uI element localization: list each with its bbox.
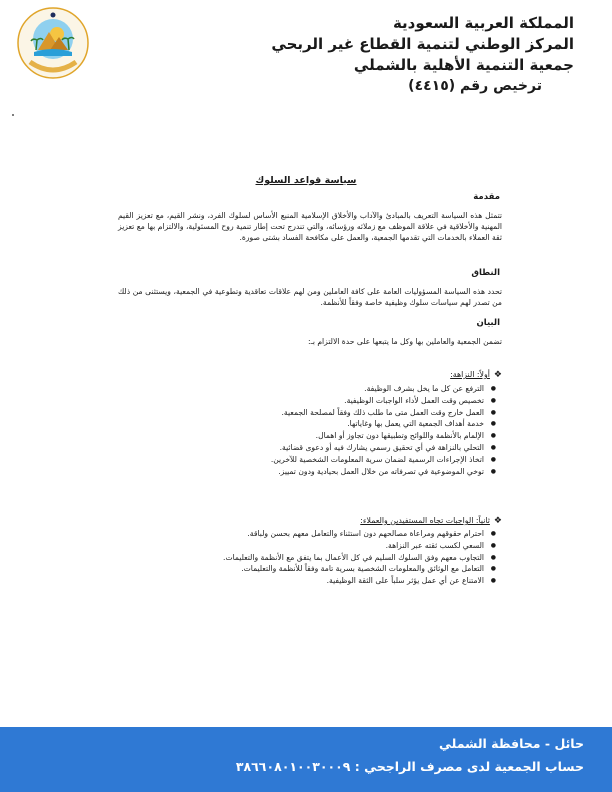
list-item: ● العمل خارج وقت العمل متى ما طلب ذلك وفقاً لمصلحة الجمعية. [271,407,496,419]
list-item: ● الإلمام بالأنظمة واللوائح وتطبيقها دون تجاوز أو اهمال. [271,430,496,442]
header-center: المركز الوطني لتنمية القطاع غير الربحي [271,35,574,53]
list-item: ● التجاوب معهم وفق السلوك السليم في كل الأعمال بما يتفق مع الأنظمة والتعليمات. [223,552,496,564]
intro-text: تتمثل هذه السياسة التعريف بالمبادئ والآداب والأخلاق الإسلامية المنبع الأساس لسلوك الفرد، ونشر القيم، مع تعزيز القيم المهنية والأخلاقية في علاقة الموظف مع زملائه ورؤسائه، والتي تندرج تحت إطار تنمية روح المسئولية، والالتزام بها مع تعزيز ثقة العملاء بالخدمات التي تقدمها الجمعية، والعمل على مكافحة الفساد بشتى صورة. [118,211,502,242]
statement-text: تضمن الجمعية والعاملين بها وكل ما يتبعها على حدة الالتزام بـ: [308,337,502,346]
list-item: ● التحلي بالنزاهة في أي تحقيق رسمي يشارك فيه أو دعوى قضائية. [271,442,496,454]
footer-bank-account: حساب الجمعية لدى مصرف الراجحي : ٣٨٦٦٠٨٠١٠٠٣٠٠٠٩ [235,759,584,774]
header-license: ترخيص رقم (٤٤١٥) [408,78,542,94]
document-title: سياسة قواعد السلوك [255,175,357,186]
statement-heading: البيان [476,318,500,328]
section2-list [223,528,496,587]
list-item: ● التعامل مع الوثائق والمعلومات الشخصية بسرية تامة وفقاً للأنظمة والتعليمات. [223,563,496,575]
list-item: ● احترام حقوقهم ومراعاة مصالحهم دون استثناء والتعامل معهم بحسن ولباقة. [223,528,496,540]
star-bullet-icon: ❖ [493,516,502,526]
list-item: ● الامتناع عن أي عمل يؤثر سلباً على الثقة الوظيفية. [223,575,496,587]
header-association: جمعية التنمية الأهلية بالشملي [353,56,574,74]
header-country: المملكة العربية السعودية [392,14,574,32]
list-item: ● الترفع عن كل ما يخل بشرف الوظيفة. [271,383,496,395]
section2-heading: ❖ثانياً: الواجبات تجاه المستفيدين والعملاء: [360,516,502,526]
section1-heading: ❖أولاً: النزاهة: [450,370,502,380]
list-item: ● تخصيص وقت العمل لأداء الواجبات الوظيفية. [271,395,496,407]
list-item: ● خدمة أهداف الجمعية التي يعمل بها وغاياتها. [271,418,496,430]
star-bullet-icon: ❖ [493,370,502,380]
list-item: ● توخي الموضوعية في تصرفاته من خلال العمل بحيادية ودون تمييز. [271,466,496,478]
intro-heading: مقدمة [473,192,500,202]
list-item: ● اتخاذ الإجراءات الرسمية لضمان سرية المعلومات الشخصية للآخرين. [271,454,496,466]
list-item: ● السعي لكسب ثقته عبر النزاهة. [223,540,496,552]
scope-text: تحدد هذه السياسة المسؤوليات العامة على كافة العاملين ومن لهم علاقات تعاقدية وتطوعية في الجمعية، ويستثنى من ذلك من تصدر لهم سياسات سلوك وظيفية خاصة وفقاً للأنظمة. [118,287,502,307]
footer-location: حائل - محافظة الشملي [438,736,584,751]
section1-list [271,383,496,477]
scope-heading: النطاق [471,268,500,278]
